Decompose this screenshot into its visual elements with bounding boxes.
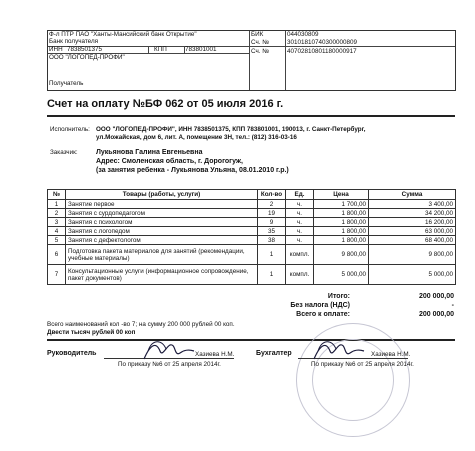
row-number: 3	[48, 218, 66, 227]
row-price: 1 800,00	[314, 227, 369, 236]
row-qty: 1	[258, 265, 286, 285]
table-row	[48, 245, 456, 265]
row-sum: 16 200,00	[369, 218, 456, 227]
col-header-goods: Товары (работы, услуги)	[66, 190, 258, 200]
executor-line-1: ООО "ЛОГОПЕД-ПРОФИ", ИНН 7838501375, КПП 783801001, 190013, г. Санкт-Петербург,	[96, 126, 366, 133]
accountant-label: Бухгалтер	[256, 350, 292, 357]
bank-label: Банк получателя	[49, 38, 99, 45]
kpp-label: КПП	[154, 46, 167, 53]
row-number: 6	[48, 245, 66, 265]
row-price: 1 800,00	[314, 209, 369, 218]
row-qty: 1	[258, 245, 286, 265]
row-unit: ч.	[286, 209, 314, 218]
table-row	[48, 227, 456, 236]
title-divider	[47, 115, 455, 117]
account-label: Сч. №	[251, 48, 270, 55]
col-header-sum: Сумма	[369, 190, 456, 200]
table-row	[48, 236, 456, 245]
kpp-value: 783801001	[185, 46, 217, 53]
row-sum: 5 000,00	[369, 265, 456, 285]
row-name: Занятия с психологом	[66, 218, 258, 227]
vat-label: Без налога (НДС)	[290, 302, 350, 309]
head-basis: По приказу №6 от 25 апреля 2014г.	[118, 361, 221, 368]
invoice-title: Счет на оплату №БФ 062 от 05 июля 2016 г.	[47, 98, 284, 110]
head-signature	[140, 337, 196, 365]
table-header-row	[48, 190, 456, 200]
row-price: 5 000,00	[314, 265, 369, 285]
row-price: 1 800,00	[314, 218, 369, 227]
customer-note: (за занятия ребенка - Лукьянова Ульяна, 08.01.2010 г.р.)	[96, 167, 289, 174]
row-number: 4	[48, 227, 66, 236]
row-name: Занятия с логопедом	[66, 227, 258, 236]
row-number: 1	[48, 200, 66, 209]
row-name: Занятия с дефектологом	[66, 236, 258, 245]
row-unit: ч.	[286, 200, 314, 209]
row-unit: компл.	[286, 265, 314, 285]
accountant-signature	[310, 337, 366, 365]
table-row	[48, 200, 456, 209]
row-price: 1 800,00	[314, 236, 369, 245]
table-row	[48, 218, 456, 227]
executor-label: Исполнитель:	[50, 126, 90, 133]
table-row	[48, 265, 456, 285]
bik-label: БИК	[251, 31, 264, 38]
row-qty: 9	[258, 218, 286, 227]
pay-label: Всего к оплате:	[296, 311, 350, 318]
row-sum: 68 400,00	[369, 236, 456, 245]
total-value: 200 000,00	[418, 293, 454, 300]
vat-value: -	[451, 302, 454, 309]
row-name: Консультационные услуги (информационное сопровождение, пакет документов)	[66, 265, 258, 285]
head-name: Хазиева Н.М.	[195, 351, 235, 358]
row-qty: 38	[258, 236, 286, 245]
accountant-name: Хазиева Н.М.	[371, 351, 411, 358]
recipient-bank-name: Ф-л ПТР ПАО "Ханты-Мансийский банк Открытие"	[49, 31, 197, 38]
col-header-unit: Ед.	[286, 190, 314, 200]
row-unit: ч.	[286, 236, 314, 245]
customer-label: Заказчик:	[50, 149, 78, 156]
head-label: Руководитель	[47, 350, 97, 357]
row-sum: 63 000,00	[369, 227, 456, 236]
row-number: 5	[48, 236, 66, 245]
recipient-label: Получатель	[49, 80, 84, 87]
row-sum: 34 200,00	[369, 209, 456, 218]
row-qty: 19	[258, 209, 286, 218]
row-number: 7	[48, 265, 66, 285]
col-header-number: №	[48, 190, 66, 200]
executor-line-2: ул.Можайская, дом 6, лит. А, помещение 3Н, тел.: (812) 316-03-16	[96, 134, 297, 141]
recipient-name: ООО "ЛОГОПЕД-ПРОФИ"	[49, 54, 125, 61]
col-header-qty: Кол-во	[258, 190, 286, 200]
col-header-price: Цена	[314, 190, 369, 200]
inn-value: 7838501375	[67, 46, 103, 53]
row-name: Занятие первое	[66, 200, 258, 209]
inn-label: ИНН	[49, 46, 63, 53]
row-qty: 2	[258, 200, 286, 209]
accountant-basis: По приказу №6 от 25 апреля 2014г.	[311, 361, 414, 368]
row-qty: 35	[258, 227, 286, 236]
pay-value: 200 000,00	[418, 311, 454, 318]
items-table	[47, 189, 456, 285]
summary-amount-words: Двести тысяч рублей 00 коп	[47, 329, 136, 336]
bik-value: 044030809	[287, 31, 319, 38]
row-unit: ч.	[286, 218, 314, 227]
row-price: 9 800,00	[314, 245, 369, 265]
row-name: Занятия с сурдопедагогом	[66, 209, 258, 218]
row-sum: 9 800,00	[369, 245, 456, 265]
customer-address: Адрес: Смоленская область, г. Дорогогуж,	[96, 158, 243, 165]
customer-name: Лукьянова Галина Евгеньевна	[96, 149, 203, 156]
row-unit: ч.	[286, 227, 314, 236]
summary-count: Всего наименований кол -во 7; на сумму 200 000 рублей 00 коп.	[47, 321, 235, 328]
row-sum: 3 400,00	[369, 200, 456, 209]
account-value: 40702810801180000917	[287, 48, 357, 55]
row-price: 1 700,00	[314, 200, 369, 209]
row-unit: компл.	[286, 245, 314, 265]
corr-account-value: 30101810740300000809	[287, 39, 358, 46]
corr-account-label: Сч. №	[251, 39, 270, 46]
row-number: 2	[48, 209, 66, 218]
table-row	[48, 209, 456, 218]
row-name: Подготовка пакета материалов для занятий (рекомендации, учебные материалы)	[66, 245, 258, 265]
total-label: Итого:	[327, 293, 350, 300]
